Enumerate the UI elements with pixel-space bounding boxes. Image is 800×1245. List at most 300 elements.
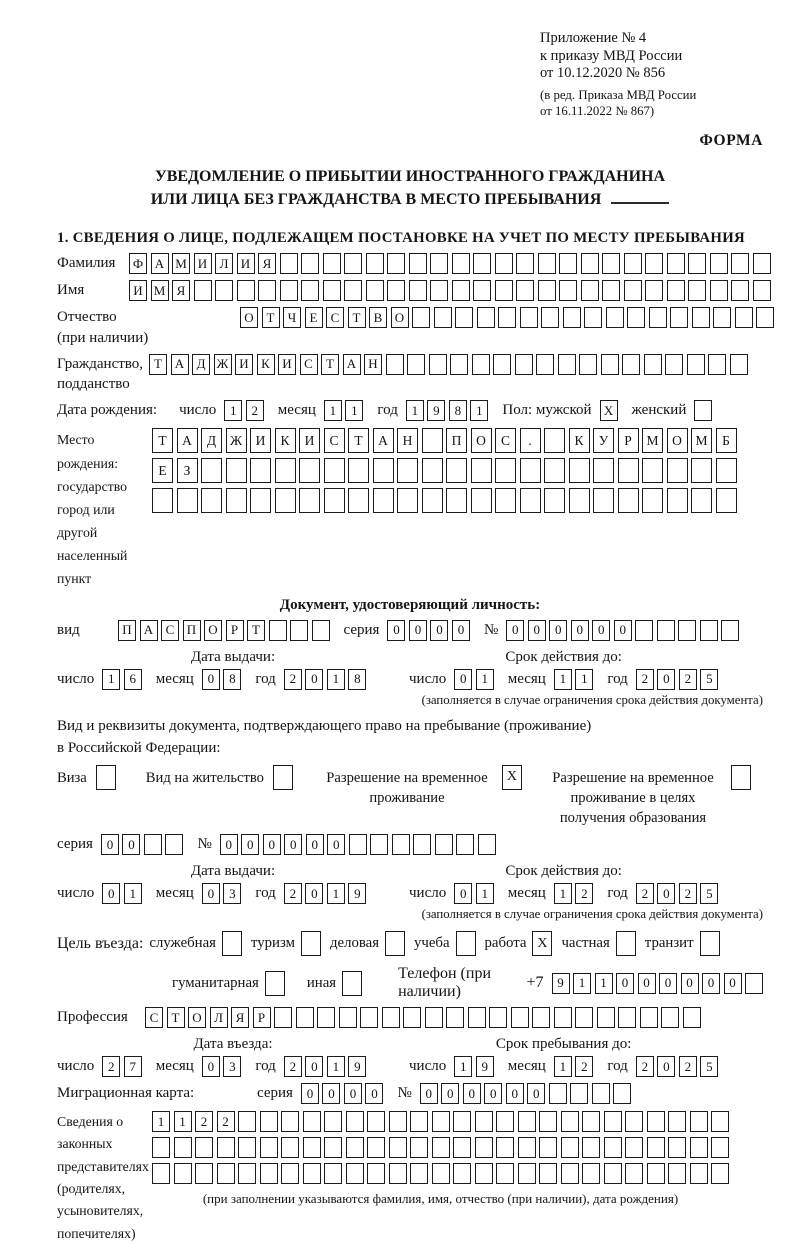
form-cell[interactable] xyxy=(339,1007,357,1028)
form-cell[interactable] xyxy=(373,458,394,483)
form-cell[interactable] xyxy=(710,280,728,301)
form-cell[interactable] xyxy=(323,280,341,301)
form-cell[interactable]: 0 xyxy=(659,973,677,994)
form-cell[interactable] xyxy=(152,1137,170,1158)
form-cell[interactable]: 2 xyxy=(679,1056,697,1077)
form-cell[interactable]: 0 xyxy=(571,620,589,641)
form-cell[interactable]: 0 xyxy=(454,669,472,690)
purpose-business-checkbox[interactable] xyxy=(385,931,405,956)
form-cell[interactable] xyxy=(349,834,367,855)
purpose-tourism-checkbox[interactable] xyxy=(301,931,321,956)
form-cell[interactable]: 2 xyxy=(284,883,302,904)
form-cell[interactable] xyxy=(683,1007,701,1028)
birth-year-cells[interactable] xyxy=(406,400,489,421)
form-cell[interactable] xyxy=(274,1007,292,1028)
form-cell[interactable]: Ж xyxy=(214,354,232,375)
form-cell[interactable] xyxy=(475,1163,493,1184)
stay-year-cells[interactable] xyxy=(636,1056,719,1077)
form-cell[interactable] xyxy=(273,765,293,790)
form-cell[interactable]: 1 xyxy=(174,1111,192,1132)
form-cell[interactable] xyxy=(570,1083,588,1104)
form-cell[interactable] xyxy=(496,1163,514,1184)
form-cell[interactable] xyxy=(177,488,198,513)
form-cell[interactable] xyxy=(96,765,116,790)
form-cell[interactable]: 0 xyxy=(430,620,448,641)
form-cell[interactable] xyxy=(559,280,577,301)
form-cell[interactable] xyxy=(668,1137,686,1158)
form-cell[interactable] xyxy=(456,834,474,855)
form-cell[interactable] xyxy=(635,620,653,641)
form-cell[interactable] xyxy=(452,253,470,274)
form-cell[interactable]: Т xyxy=(149,354,167,375)
birth-place-row-2[interactable] xyxy=(152,458,737,483)
form-cell[interactable]: 3 xyxy=(223,1056,241,1077)
form-cell[interactable]: 1 xyxy=(476,669,494,690)
name-cells[interactable] xyxy=(129,280,771,301)
form-cell[interactable]: М xyxy=(151,280,169,301)
form-cell[interactable] xyxy=(410,1137,428,1158)
form-cell[interactable] xyxy=(544,458,565,483)
form-cell[interactable]: 2 xyxy=(246,400,264,421)
form-cell[interactable] xyxy=(346,1111,364,1132)
form-cell[interactable] xyxy=(495,458,516,483)
form-cell[interactable] xyxy=(657,620,675,641)
form-cell[interactable] xyxy=(195,1137,213,1158)
form-cell[interactable] xyxy=(539,1163,557,1184)
form-cell[interactable] xyxy=(496,1137,514,1158)
purpose-transit-checkbox[interactable] xyxy=(700,931,720,956)
form-cell[interactable]: 0 xyxy=(657,669,675,690)
form-cell[interactable]: 0 xyxy=(657,1056,675,1077)
form-cell[interactable]: . xyxy=(520,428,541,453)
form-cell[interactable] xyxy=(692,307,710,328)
residence-series-cells[interactable] xyxy=(101,834,184,855)
form-cell[interactable] xyxy=(604,1137,622,1158)
form-cell[interactable]: С xyxy=(300,354,318,375)
form-cell[interactable]: Т xyxy=(167,1007,185,1028)
form-cell[interactable]: 0 xyxy=(263,834,281,855)
form-cell[interactable] xyxy=(290,620,308,641)
form-cell[interactable] xyxy=(258,280,276,301)
form-cell[interactable] xyxy=(195,1163,213,1184)
form-cell[interactable]: И xyxy=(235,354,253,375)
form-cell[interactable]: 0 xyxy=(202,1056,220,1077)
form-cell[interactable] xyxy=(687,354,705,375)
form-cell[interactable] xyxy=(735,307,753,328)
form-cell[interactable] xyxy=(667,458,688,483)
form-cell[interactable] xyxy=(520,307,538,328)
form-cell[interactable]: 0 xyxy=(592,620,610,641)
form-cell[interactable] xyxy=(386,354,404,375)
form-cell[interactable] xyxy=(625,1111,643,1132)
residence-expiry-month-cells[interactable] xyxy=(554,883,594,904)
form-cell[interactable] xyxy=(366,253,384,274)
form-cell[interactable] xyxy=(324,1137,342,1158)
form-cell[interactable] xyxy=(625,1137,643,1158)
form-cell[interactable] xyxy=(539,1111,557,1132)
form-cell[interactable] xyxy=(640,1007,658,1028)
form-cell[interactable]: Т xyxy=(262,307,280,328)
purpose-work-checkbox[interactable] xyxy=(532,931,552,956)
form-cell[interactable]: В xyxy=(369,307,387,328)
form-cell[interactable] xyxy=(544,488,565,513)
form-cell[interactable] xyxy=(756,307,774,328)
form-cell[interactable] xyxy=(700,931,720,956)
purpose-official-checkbox[interactable] xyxy=(222,931,242,956)
form-cell[interactable] xyxy=(280,253,298,274)
form-cell[interactable] xyxy=(194,280,212,301)
form-cell[interactable]: 2 xyxy=(575,1056,593,1077)
form-cell[interactable] xyxy=(387,253,405,274)
form-cell[interactable]: 1 xyxy=(554,1056,572,1077)
form-cell[interactable] xyxy=(385,931,405,956)
form-cell[interactable] xyxy=(413,834,431,855)
form-cell[interactable] xyxy=(265,971,285,996)
form-cell[interactable] xyxy=(453,1137,471,1158)
form-cell[interactable]: 0 xyxy=(322,1083,340,1104)
form-cell[interactable]: А xyxy=(171,354,189,375)
form-cell[interactable]: А xyxy=(343,354,361,375)
form-cell[interactable] xyxy=(324,1111,342,1132)
form-cell[interactable] xyxy=(422,458,443,483)
form-cell[interactable] xyxy=(538,280,556,301)
form-cell[interactable]: Т xyxy=(247,620,265,641)
form-cell[interactable] xyxy=(275,458,296,483)
form-cell[interactable]: Т xyxy=(348,307,366,328)
form-cell[interactable]: 0 xyxy=(387,620,405,641)
form-cell[interactable] xyxy=(346,1163,364,1184)
form-cell[interactable] xyxy=(604,1163,622,1184)
form-cell[interactable]: Я xyxy=(231,1007,249,1028)
form-cell[interactable] xyxy=(301,931,321,956)
form-cell[interactable]: 0 xyxy=(506,1083,524,1104)
form-cell[interactable] xyxy=(559,253,577,274)
form-cell[interactable] xyxy=(422,488,443,513)
form-cell[interactable]: Т xyxy=(321,354,339,375)
form-cell[interactable] xyxy=(238,1137,256,1158)
form-cell[interactable]: К xyxy=(257,354,275,375)
form-cell[interactable]: 1 xyxy=(454,1056,472,1077)
form-cell[interactable] xyxy=(569,488,590,513)
form-cell[interactable] xyxy=(493,354,511,375)
form-cell[interactable] xyxy=(495,253,513,274)
residence-issue-year-cells[interactable] xyxy=(284,883,367,904)
form-cell[interactable] xyxy=(745,973,763,994)
form-cell[interactable] xyxy=(690,1137,708,1158)
form-cell[interactable]: 0 xyxy=(305,883,323,904)
migration-series-cells[interactable] xyxy=(301,1083,384,1104)
purpose-study-checkbox[interactable] xyxy=(456,931,476,956)
entry-month-cells[interactable] xyxy=(202,1056,242,1077)
form-cell[interactable] xyxy=(478,834,496,855)
form-cell[interactable] xyxy=(647,1137,665,1158)
form-cell[interactable] xyxy=(690,1163,708,1184)
citizenship-cells[interactable] xyxy=(149,354,748,375)
form-cell[interactable] xyxy=(152,488,173,513)
form-cell[interactable] xyxy=(645,253,663,274)
form-cell[interactable]: И xyxy=(250,428,271,453)
form-cell[interactable] xyxy=(678,620,696,641)
stay-day-cells[interactable] xyxy=(454,1056,494,1077)
form-cell[interactable]: Ж xyxy=(226,428,247,453)
form-cell[interactable] xyxy=(647,1163,665,1184)
form-cell[interactable] xyxy=(563,307,581,328)
form-cell[interactable]: А xyxy=(373,428,394,453)
form-cell[interactable] xyxy=(713,307,731,328)
form-cell[interactable]: 0 xyxy=(102,883,120,904)
form-cell[interactable]: 0 xyxy=(614,620,632,641)
form-cell[interactable]: Ч xyxy=(283,307,301,328)
form-cell[interactable]: 9 xyxy=(476,1056,494,1077)
form-cell[interactable] xyxy=(226,458,247,483)
form-cell[interactable]: 9 xyxy=(552,973,570,994)
form-cell[interactable]: Т xyxy=(152,428,173,453)
form-cell[interactable] xyxy=(260,1137,278,1158)
form-cell[interactable] xyxy=(711,1137,729,1158)
form-cell[interactable]: И xyxy=(129,280,147,301)
form-cell[interactable] xyxy=(409,253,427,274)
form-cell[interactable] xyxy=(403,1007,421,1028)
form-cell[interactable] xyxy=(549,1083,567,1104)
form-cell[interactable] xyxy=(538,253,556,274)
form-cell[interactable] xyxy=(667,253,685,274)
form-cell[interactable]: 0 xyxy=(101,834,119,855)
form-cell[interactable]: 8 xyxy=(449,400,467,421)
form-cell[interactable] xyxy=(407,354,425,375)
form-cell[interactable]: С xyxy=(326,307,344,328)
form-cell[interactable] xyxy=(397,488,418,513)
form-cell[interactable] xyxy=(649,307,667,328)
form-cell[interactable]: 0 xyxy=(454,883,472,904)
form-cell[interactable] xyxy=(644,354,662,375)
surname-cells[interactable] xyxy=(129,253,771,274)
patronymic-cells[interactable] xyxy=(240,307,774,328)
form-cell[interactable]: 1 xyxy=(102,669,120,690)
form-cell[interactable] xyxy=(471,458,492,483)
form-cell[interactable] xyxy=(645,280,663,301)
form-cell[interactable] xyxy=(425,1007,443,1028)
identity-expiry-month-cells[interactable] xyxy=(554,669,594,690)
form-cell[interactable] xyxy=(382,1007,400,1028)
form-cell[interactable]: 0 xyxy=(305,669,323,690)
form-cell[interactable]: 9 xyxy=(348,883,366,904)
form-cell[interactable] xyxy=(691,488,712,513)
form-cell[interactable] xyxy=(518,1163,536,1184)
form-cell[interactable]: 2 xyxy=(217,1111,235,1132)
form-cell[interactable]: 1 xyxy=(324,400,342,421)
form-cell[interactable] xyxy=(667,488,688,513)
form-cell[interactable] xyxy=(215,280,233,301)
form-cell[interactable]: О xyxy=(391,307,409,328)
form-cell[interactable]: 0 xyxy=(301,1083,319,1104)
form-cell[interactable] xyxy=(520,488,541,513)
form-cell[interactable] xyxy=(516,253,534,274)
form-cell[interactable] xyxy=(593,488,614,513)
form-cell[interactable] xyxy=(367,1137,385,1158)
form-cell[interactable] xyxy=(518,1111,536,1132)
form-cell[interactable]: 0 xyxy=(616,973,634,994)
residence-issue-day-cells[interactable] xyxy=(102,883,142,904)
form-cell[interactable] xyxy=(618,488,639,513)
form-cell[interactable] xyxy=(392,834,410,855)
form-cell[interactable] xyxy=(432,1163,450,1184)
form-cell[interactable] xyxy=(201,458,222,483)
identity-issue-day-cells[interactable] xyxy=(102,669,142,690)
form-cell[interactable]: X xyxy=(502,765,522,790)
form-cell[interactable] xyxy=(665,354,683,375)
form-cell[interactable] xyxy=(452,280,470,301)
form-cell[interactable]: 1 xyxy=(406,400,424,421)
form-cell[interactable]: П xyxy=(446,428,467,453)
form-cell[interactable] xyxy=(281,1111,299,1132)
form-cell[interactable]: 1 xyxy=(224,400,242,421)
form-cell[interactable] xyxy=(299,488,320,513)
form-cell[interactable]: 0 xyxy=(241,834,259,855)
form-cell[interactable] xyxy=(473,253,491,274)
form-cell[interactable] xyxy=(602,280,620,301)
form-cell[interactable] xyxy=(410,1111,428,1132)
form-cell[interactable] xyxy=(324,458,345,483)
form-cell[interactable] xyxy=(661,1007,679,1028)
form-cell[interactable] xyxy=(495,280,513,301)
form-cell[interactable]: 1 xyxy=(470,400,488,421)
form-cell[interactable] xyxy=(303,1111,321,1132)
form-cell[interactable]: О xyxy=(667,428,688,453)
doc-number-cells[interactable] xyxy=(506,620,739,641)
form-cell[interactable] xyxy=(174,1137,192,1158)
form-cell[interactable] xyxy=(624,280,642,301)
form-cell[interactable]: Л xyxy=(215,253,233,274)
form-cell[interactable]: 8 xyxy=(348,669,366,690)
form-cell[interactable]: 8 xyxy=(223,669,241,690)
form-cell[interactable] xyxy=(511,1007,529,1028)
entry-day-cells[interactable] xyxy=(102,1056,142,1077)
form-cell[interactable]: 9 xyxy=(348,1056,366,1077)
form-cell[interactable] xyxy=(691,458,712,483)
residence-issue-month-cells[interactable] xyxy=(202,883,242,904)
form-cell[interactable] xyxy=(453,1111,471,1132)
form-cell[interactable] xyxy=(250,488,271,513)
form-cell[interactable] xyxy=(544,428,565,453)
form-cell[interactable]: У xyxy=(593,428,614,453)
form-cell[interactable] xyxy=(412,307,430,328)
form-cell[interactable]: М xyxy=(642,428,663,453)
form-cell[interactable] xyxy=(301,280,319,301)
form-cell[interactable] xyxy=(616,931,636,956)
form-cell[interactable] xyxy=(581,280,599,301)
form-cell[interactable] xyxy=(250,458,271,483)
form-cell[interactable]: 2 xyxy=(284,669,302,690)
form-cell[interactable] xyxy=(389,1137,407,1158)
form-cell[interactable] xyxy=(602,253,620,274)
temp-residence-checkbox[interactable] xyxy=(502,765,522,790)
form-cell[interactable]: Я xyxy=(258,253,276,274)
form-cell[interactable] xyxy=(730,354,748,375)
form-cell[interactable]: 0 xyxy=(122,834,140,855)
form-cell[interactable] xyxy=(299,458,320,483)
form-cell[interactable]: И xyxy=(237,253,255,274)
form-cell[interactable]: Б xyxy=(716,428,737,453)
form-cell[interactable] xyxy=(217,1163,235,1184)
birth-day-cells[interactable] xyxy=(224,400,264,421)
form-cell[interactable] xyxy=(475,1111,493,1132)
form-cell[interactable] xyxy=(312,620,330,641)
form-cell[interactable] xyxy=(496,1111,514,1132)
form-cell[interactable] xyxy=(688,253,706,274)
birth-place-row-1[interactable] xyxy=(152,428,737,453)
form-cell[interactable]: Д xyxy=(201,428,222,453)
form-cell[interactable] xyxy=(348,488,369,513)
form-cell[interactable]: 0 xyxy=(463,1083,481,1104)
form-cell[interactable] xyxy=(226,488,247,513)
form-cell[interactable] xyxy=(624,253,642,274)
residence-expiry-year-cells[interactable] xyxy=(636,883,719,904)
form-cell[interactable] xyxy=(360,1007,378,1028)
form-cell[interactable] xyxy=(201,488,222,513)
form-cell[interactable]: 1 xyxy=(327,669,345,690)
form-cell[interactable] xyxy=(606,307,624,328)
form-cell[interactable]: М xyxy=(172,253,190,274)
form-cell[interactable] xyxy=(668,1111,686,1132)
form-cell[interactable] xyxy=(455,307,473,328)
form-cell[interactable] xyxy=(618,1007,636,1028)
identity-expiry-year-cells[interactable] xyxy=(636,669,719,690)
form-cell[interactable] xyxy=(472,354,490,375)
form-cell[interactable]: 1 xyxy=(573,973,591,994)
form-cell[interactable] xyxy=(370,834,388,855)
form-cell[interactable] xyxy=(217,1137,235,1158)
form-cell[interactable]: 0 xyxy=(452,620,470,641)
form-cell[interactable] xyxy=(597,1007,615,1028)
residence-number-cells[interactable] xyxy=(220,834,496,855)
form-cell[interactable]: О xyxy=(471,428,492,453)
form-cell[interactable]: 5 xyxy=(700,883,718,904)
form-cell[interactable]: Р xyxy=(253,1007,271,1028)
form-cell[interactable]: 0 xyxy=(638,973,656,994)
form-cell[interactable] xyxy=(387,280,405,301)
form-cell[interactable] xyxy=(373,488,394,513)
form-cell[interactable]: 2 xyxy=(284,1056,302,1077)
form-cell[interactable] xyxy=(622,354,640,375)
form-cell[interactable] xyxy=(303,1137,321,1158)
form-cell[interactable]: 0 xyxy=(420,1083,438,1104)
form-cell[interactable] xyxy=(592,1083,610,1104)
stay-month-cells[interactable] xyxy=(554,1056,594,1077)
form-cell[interactable] xyxy=(582,1163,600,1184)
legal-reps-row-1[interactable] xyxy=(152,1111,729,1132)
form-cell[interactable]: М xyxy=(691,428,712,453)
form-cell[interactable]: 0 xyxy=(484,1083,502,1104)
form-cell[interactable]: 1 xyxy=(476,883,494,904)
form-cell[interactable]: Е xyxy=(152,458,173,483)
residence-permit-checkbox[interactable] xyxy=(273,765,293,790)
migration-number-cells[interactable] xyxy=(420,1083,632,1104)
form-cell[interactable] xyxy=(453,1163,471,1184)
form-cell[interactable]: 0 xyxy=(202,883,220,904)
form-cell[interactable] xyxy=(716,458,737,483)
form-cell[interactable] xyxy=(731,253,749,274)
form-cell[interactable]: 1 xyxy=(152,1111,170,1132)
doc-series-cells[interactable] xyxy=(387,620,470,641)
form-cell[interactable]: 9 xyxy=(427,400,445,421)
form-cell[interactable]: 7 xyxy=(124,1056,142,1077)
entry-year-cells[interactable] xyxy=(284,1056,367,1077)
form-cell[interactable]: П xyxy=(118,620,136,641)
form-cell[interactable]: 2 xyxy=(679,883,697,904)
form-cell[interactable]: 0 xyxy=(681,973,699,994)
form-cell[interactable] xyxy=(342,971,362,996)
form-cell[interactable] xyxy=(324,488,345,513)
